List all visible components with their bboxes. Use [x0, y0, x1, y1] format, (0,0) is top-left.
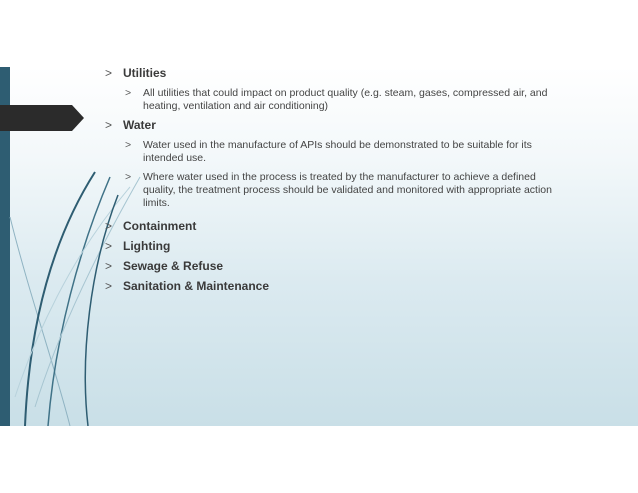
bullet-arrow-icon: > [105, 259, 113, 273]
bullet-arrow-icon: > [125, 87, 132, 99]
bullet-lighting [105, 239, 625, 253]
bullet-sewage-refuse [105, 259, 625, 273]
bullet-arrow-icon: > [125, 171, 132, 183]
sub-bullet-text: Water used in the manufacture of APIs should be demonstrated to be suitable for its intended use. [143, 139, 532, 164]
bullet-title: Containment [123, 219, 197, 233]
bullet-title: Sewage & Refuse [123, 259, 224, 273]
bullet-containment [105, 219, 625, 233]
title-tab-marker [0, 105, 84, 131]
bullet-arrow-icon: > [105, 118, 113, 132]
bullet-arrow-icon: > [125, 139, 132, 151]
bullet-arrow-icon: > [105, 66, 113, 80]
bullet-list [105, 64, 625, 293]
bullet-sanitation-maintenance [105, 279, 625, 293]
bullet-title: Sanitation & Maintenance [123, 279, 270, 293]
sub-bullet-water-2 [125, 171, 625, 210]
bullet-title: Water [123, 118, 156, 132]
bullet-utilities [105, 66, 625, 80]
bullet-water [105, 118, 625, 132]
bullet-arrow-icon: > [105, 239, 113, 253]
bullet-arrow-icon: > [105, 279, 113, 293]
sub-bullet-text: Where water used in the process is treated by the manufacturer to achieve a defined quality, the treatment process should be validated and monitored with appropriate action limits. [143, 171, 552, 209]
sub-bullet-text: All utilities that could impact on product quality (e.g. steam, gases, compressed air, and heating, ventilation and air conditioning) [143, 87, 548, 112]
bullet-arrow-icon: > [105, 219, 113, 233]
bullet-title: Lighting [123, 239, 171, 253]
sub-bullet-utilities [125, 87, 625, 113]
sub-bullet-water-1 [125, 139, 625, 165]
bullet-title: Utilities [123, 66, 167, 80]
